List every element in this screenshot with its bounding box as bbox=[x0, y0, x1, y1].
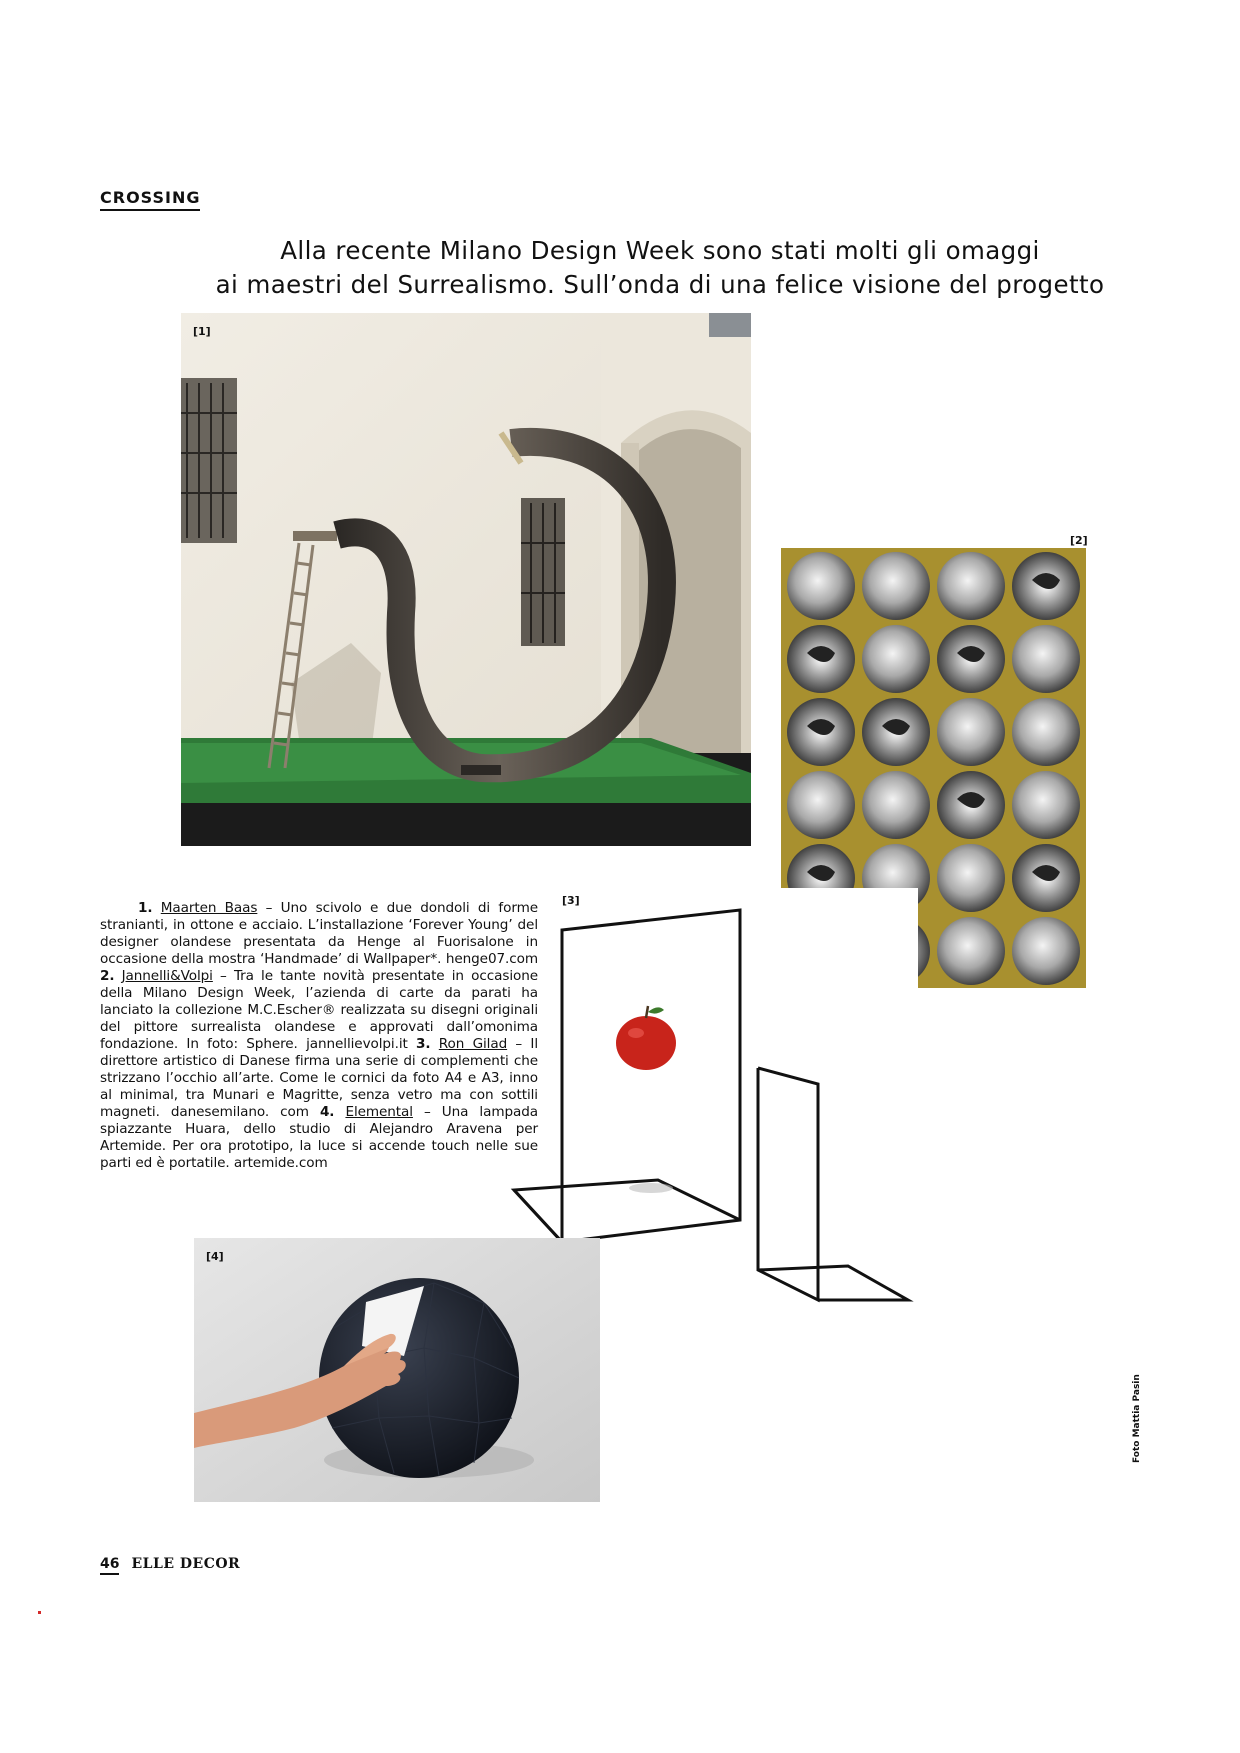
caption-text-4: – Una lampada spiazzante Huara, dello studio di Alejandro Aravena per Artemide. Per ora prototipo, la luce si accende touch nelle sue parti ed è portatile. artemide.com bbox=[100, 1104, 538, 1171]
print-mark bbox=[38, 1611, 41, 1614]
figure-2-tag: [2] bbox=[1070, 534, 1088, 547]
caption-text bbox=[100, 900, 538, 1172]
caption-text-3: – Il direttore artistico di Danese firma una serie di complementi che strizzano l’occhio all’arte. Come le cornici da foto A4 e A3, inno al minimal, tra Munari e Magritte, senza vetro ma con sottili magneti. danesemilano. com bbox=[100, 1036, 538, 1120]
figure-4-tag: [4] bbox=[206, 1250, 224, 1263]
caption-text-2: – Tra le tante novità presentate in occasione della Milano Design Week, l’azienda di carte da parati ha lanciato la collezione M.C.Escher® realizzata su disegni originali del pittore surrealista olandese e approvati dall’omonima fondazione. In foto: Sphere. jannellievolpi.it bbox=[100, 968, 538, 1052]
caption-number-3: 3. bbox=[416, 1036, 431, 1052]
sphere bbox=[1012, 625, 1080, 693]
sphere bbox=[1012, 917, 1080, 985]
caption-number-2: 2. bbox=[100, 968, 115, 984]
sphere bbox=[1012, 771, 1080, 839]
sphere bbox=[1012, 698, 1080, 766]
caption-number-4: 4. bbox=[319, 1104, 335, 1120]
page-number: 46 bbox=[100, 1556, 119, 1575]
sphere bbox=[787, 552, 855, 620]
page-footer bbox=[100, 1556, 240, 1572]
figure-1-sculpture-photo bbox=[181, 313, 751, 846]
sphere bbox=[862, 771, 930, 839]
headline-line-2: ai maestri del Surrealismo. Sull’onda di una felice visione del progetto bbox=[215, 270, 1105, 299]
caption-number-1: 1. bbox=[138, 900, 153, 916]
sphere bbox=[937, 698, 1005, 766]
sphere bbox=[787, 771, 855, 839]
sphere bbox=[937, 552, 1005, 620]
sphere bbox=[862, 625, 930, 693]
headline-line-1: Alla recente Milano Design Week sono stati molti gli omaggi bbox=[280, 236, 1040, 265]
sphere bbox=[862, 552, 930, 620]
sculpture-illustration bbox=[181, 313, 751, 846]
caption-text-1: – Uno scivolo e due dondoli di forme stranianti, in ottone e acciaio. L’installazione ‘Forever Young’ del designer olandese presentata da Henge al Fuorisalone in occasione della mostra ‘Handmade’ di Wallpaper*. henge07.com bbox=[100, 900, 538, 967]
caption-brand-ron-gilad: Ron Gilad bbox=[438, 1036, 508, 1052]
figure-3-tag: [3] bbox=[562, 894, 580, 907]
figure-4-lamp-photo bbox=[194, 1238, 600, 1502]
figure-1-tag: [1] bbox=[193, 325, 211, 338]
caption-brand-maarten-baas: Maarten Baas bbox=[160, 900, 258, 916]
section-label: CROSSING bbox=[100, 188, 200, 211]
caption-brand-elemental: Elemental bbox=[345, 1104, 413, 1120]
magazine-name: ELLE DECOR bbox=[131, 1556, 241, 1572]
sphere bbox=[937, 917, 1005, 985]
caption-brand-jannelli-volpi: Jannelli&Volpi bbox=[121, 968, 213, 984]
photo-credit: Foto Mattia Pasin bbox=[1132, 1374, 1142, 1463]
sphere bbox=[937, 844, 1005, 912]
lamp-illustration bbox=[194, 1238, 600, 1502]
headline bbox=[210, 234, 1110, 302]
